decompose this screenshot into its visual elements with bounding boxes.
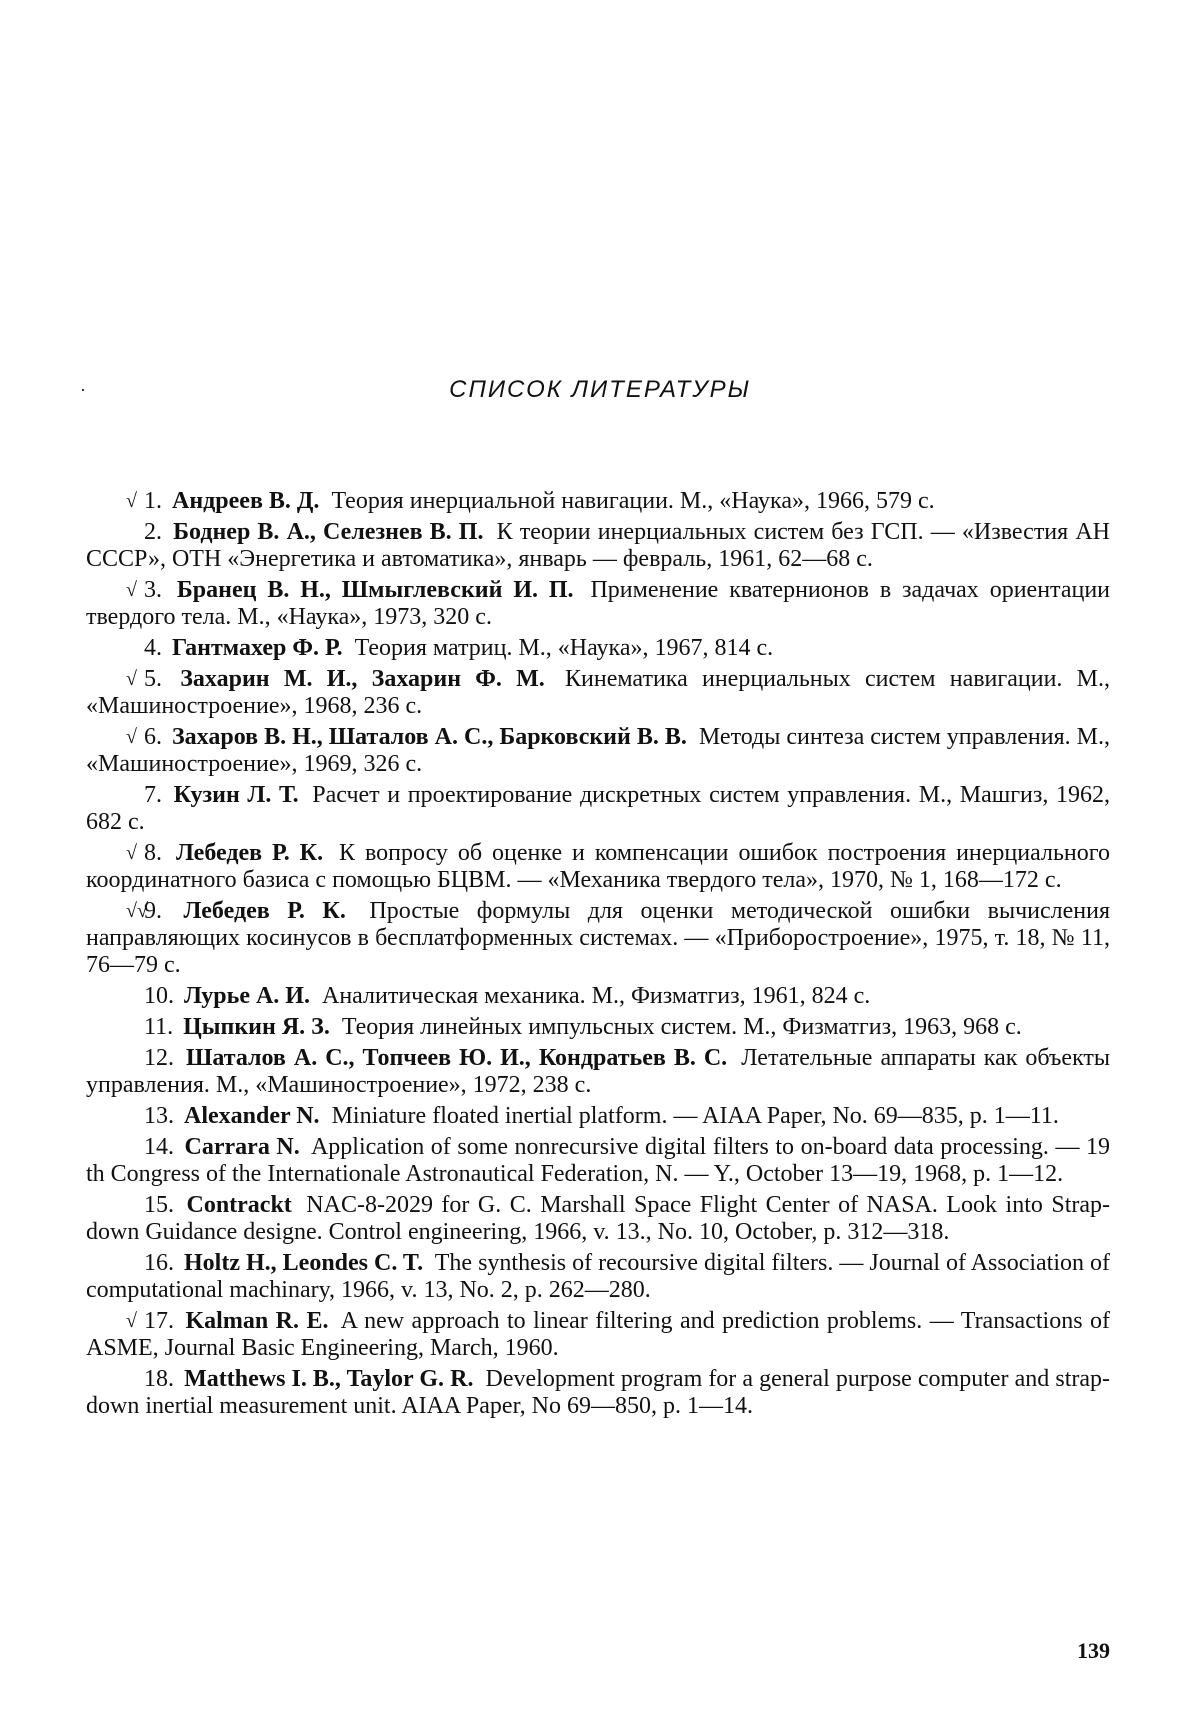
reference-text: Расчет и проектирование дискретных систем управления. М., Машгиз, 1962, 682 с. <box>86 782 1111 835</box>
reference-text: Аналитическая механика. М., Физматгиз, 1961, 824 с. <box>321 983 871 1009</box>
reference-number: 18. <box>144 1366 174 1392</box>
reference-text: The synthesis of recoursive digital filters. — Journal of Association of computational machinary, 1966, v. 13, No. 2, p. 262—280. <box>86 1250 1111 1303</box>
reference-text: К теории инерциальных систем без ГСП. — «Известия АН СССР», ОТН «Энергетика и автоматика», январь — февраль, 1961, 62—68 с. <box>86 519 1110 572</box>
reference-text: Кинематика инерциальных систем навигации. М., «Машиностроение», 1968, 236 с. <box>86 666 1111 719</box>
reference-author: Contrackt <box>186 1192 292 1218</box>
reference-number: 11. <box>144 1014 174 1040</box>
reference-item <box>86 1134 1110 1188</box>
check-mark-icon: √ <box>126 1310 137 1332</box>
reference-item <box>86 1308 1110 1362</box>
reference-item <box>86 1045 1110 1099</box>
reference-item <box>86 1366 1110 1420</box>
reference-item <box>86 1192 1110 1246</box>
reference-author: Боднер В. А., Селезнев В. П. <box>173 519 484 545</box>
reference-text: Простые формулы для оценки методической ошибки вычисления направляющих косинусов в бесплатформенных системах. — «Приборостроение», 1975, т. 18, № 11, 76—79 с. <box>86 898 1111 978</box>
reference-item <box>86 666 1110 720</box>
reference-number: 4. <box>144 635 162 661</box>
reference-text: Development program for a general purpose computer and strap-down inertial measurement unit. AIAA Paper, No 69—850, p. 1—14. <box>86 1366 1111 1419</box>
reference-author: Бранец В. Н., Шмыглевский И. П. <box>176 577 574 603</box>
reference-author: Alexander N. <box>184 1103 320 1129</box>
reference-author: Захаров В. Н., Шаталов А. С., Барковский В. В. <box>172 724 687 750</box>
reference-text: К вопросу об оценке и компенсации ошибок построения инерциального координатного базиса с помощью БЦВМ. — «Механика твердого тела», 1970, № 1, 168—172 с. <box>86 840 1110 893</box>
reference-text: NAC-8-2029 for G. C. Marshall Space Flight Center of NASA. Look into Strap-down Guidance designe. Control engineering, 1966, v. 13., No. 10, October, p. 312—318. <box>86 1192 1111 1245</box>
reference-text: Теория матриц. М., «Наука», 1967, 814 с. <box>354 635 774 661</box>
reference-item <box>86 519 1110 573</box>
reference-item <box>86 724 1110 778</box>
reference-number: 2. <box>144 519 162 545</box>
reference-number: 13. <box>144 1103 174 1129</box>
reference-author: Kalman R. E. <box>185 1308 329 1334</box>
reference-item <box>86 1250 1110 1304</box>
reference-number: 16. <box>144 1250 174 1276</box>
reference-author: Matthews I. B., Taylor G. R. <box>184 1366 474 1392</box>
reference-number: 5. <box>144 666 162 692</box>
reference-number: 6. <box>144 724 162 750</box>
reference-text: Методы синтеза систем управления. М., «Машиностроение», 1969, 326 с. <box>86 724 1111 777</box>
reference-item <box>86 577 1110 631</box>
reference-author: Шаталов А. С., Топчеев Ю. И., Кондратьев В. С. <box>186 1045 728 1071</box>
reference-number: 1. <box>144 488 162 514</box>
check-mark-icon: √ <box>126 668 137 690</box>
reference-author: Holtz H., Leondes C. T. <box>184 1250 424 1276</box>
reference-text: Теория линейных импульсных систем. М., Физматгиз, 1963, 968 с. <box>341 1014 1022 1040</box>
reference-number: 10. <box>144 983 174 1009</box>
reference-list <box>86 488 1110 1424</box>
reference-author: Лурье А. И. <box>184 983 310 1009</box>
reference-text: A new approach to linear filtering and prediction problems. — Transactions of ASME, Journal Basic Engineering, March, 1960. <box>86 1308 1110 1361</box>
check-mark-icon: √ <box>126 579 137 601</box>
page-number: 139 <box>1077 1638 1110 1663</box>
reference-number: 7. <box>144 782 162 808</box>
reference-text: Летательные аппараты как объекты управления. М., «Машиностроение», 1972, 238 с. <box>86 1045 1111 1098</box>
page-title: СПИСОК ЛИТЕРАТУРЫ <box>449 376 751 403</box>
reference-item <box>86 782 1110 836</box>
reference-author: Гантмахер Ф. Р. <box>172 635 343 661</box>
reference-item <box>86 840 1110 894</box>
reference-author: Кузин Л. Т. <box>173 782 299 808</box>
reference-author: Лебедев Р. К. <box>183 898 346 924</box>
reference-author: Цыпкин Я. З. <box>183 1014 330 1040</box>
check-mark-icon: √ <box>126 490 137 512</box>
reference-author: Андреев В. Д. <box>172 488 320 514</box>
reference-item <box>86 635 1110 662</box>
reference-text: Применение кватернионов в задачах ориентации твердого тела. М., «Наука», 1973, 320 с. <box>86 577 1111 630</box>
reference-number: 17. <box>144 1308 174 1334</box>
reference-text: Теория инерциальной навигации. М., «Наука», 1966, 579 с. <box>331 488 935 514</box>
reference-number: 14. <box>144 1134 174 1160</box>
reference-item <box>86 898 1110 979</box>
reference-author: Carrara N. <box>184 1134 300 1160</box>
reference-author: Лебедев Р. К. <box>175 840 324 866</box>
reference-item <box>86 1014 1110 1041</box>
reference-number: 12. <box>144 1045 174 1071</box>
reference-item <box>86 1103 1110 1130</box>
reference-number: 9. <box>144 898 162 924</box>
reference-author: Захарин М. И., Захарин Ф. М. <box>180 666 545 692</box>
reference-text: Application of some nonrecursive digital filters to on-board data processing. — 19 th Congress of the Internationale Astronautical Federation, N. — Y., October 13—19, 1968, p. 1—12. <box>86 1134 1111 1187</box>
reference-text: Miniature floated inertial platform. — AIAA Paper, No. 69—835, p. 1—11. <box>331 1103 1059 1129</box>
reference-item <box>86 488 1110 515</box>
reference-item <box>86 983 1110 1010</box>
check-mark-icon: √ <box>126 726 137 748</box>
reference-number: 15. <box>144 1192 174 1218</box>
check-mark-icon: √ <box>126 842 137 864</box>
margin-mark: · <box>80 380 86 400</box>
reference-number: 3. <box>144 577 162 603</box>
check-mark-icon: √√ <box>126 900 148 922</box>
reference-number: 8. <box>144 840 162 866</box>
